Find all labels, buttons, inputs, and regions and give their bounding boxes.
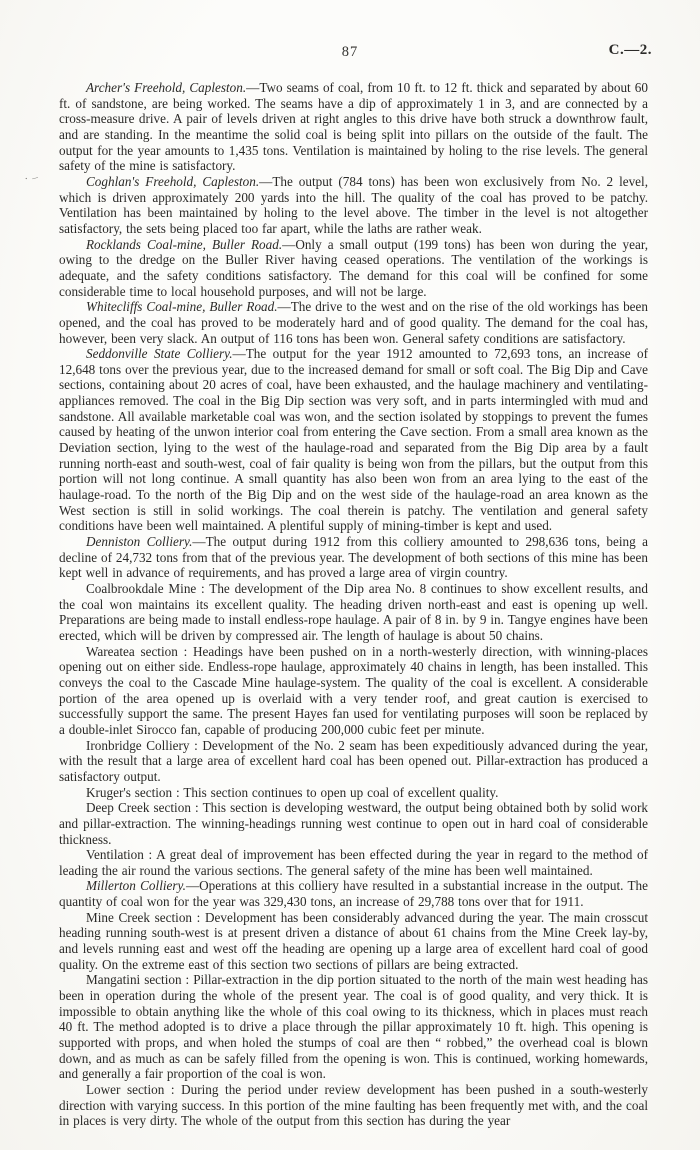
paragraph-text: The drive to the west and on the rise of the old workings has been opened, and the coal has proved to be moderately hard and of good quality. The demand for the coal has, however, been very slack. An output of 116 tons has been won. General safety conditions are satisfactory. bbox=[59, 299, 648, 346]
paragraph-text: The output during 1912 from this colliery amounted to 298,636 tons, being a decline of 24,732 tons from that of the previous year. The development of both sections of this mine has been kept well in advance of requirements, and has proved a large area of virgin country. bbox=[59, 534, 648, 581]
paragraph-text: Headings have been pushed on in a north-westerly direction, with winning-places opening out on either side. Endless-rope haulage, approximately 40 chains in length, has been installed. This conveys the coal to the Cascade Mine haulage-system. The quality of the coal is excellent. A considerable portion of the area opened up is overlaid with a very tender roof, and great caution is exercised to successfully support the same. The present Hayes fan used for ventilating purposes will soon be replaced by a double-inlet Sirocco fan, capable of producing 200,000 cubic feet per minute. bbox=[59, 643, 648, 737]
mine-heading: Coghlan's Freehold, Capleston. bbox=[86, 173, 260, 189]
paragraph-text: This section continues to open up coal of excellent quality. bbox=[183, 784, 499, 800]
section-heading: Ventilation : bbox=[86, 847, 153, 863]
paragraph-text: Pillar-extraction in the dip portion situated to the north of the main west heading has been in operation during the whole of the present year. The coal is of good quality, and very thick. It is impossible to obtain anything like the whole of this coal owing to its thickness, which in places must reach 40 ft. The method adopted is to drive a place through the pillar approximately 10 ft. high. This opening is supported with props, and when holed the stumps of coal are then “ robbed,” the overhead coal is blown down, and as much as can be safely filled from the opening is won. This is continued, working homewards, and generally a fair proportion of the coal is won. bbox=[59, 972, 648, 1082]
section-heading: Lower section : bbox=[86, 1082, 175, 1097]
mine-heading: Millerton Colliery. bbox=[86, 878, 186, 894]
paragraph: Millerton Colliery.—Operations at this colliery have resulted in a substantial increase in the output. The quantity of coal won for the year was 329,430 tons, an increase of 29,788 tons over that for 1911. bbox=[59, 878, 649, 910]
section-heading: Deep Creek section : bbox=[86, 800, 199, 816]
ink-speck: ·﹘ bbox=[23, 169, 43, 185]
page-body bbox=[59, 80, 648, 1129]
mine-heading: Denniston Colliery. bbox=[86, 534, 193, 550]
paragraph bbox=[59, 1082, 648, 1129]
section-heading: Ironbridge Colliery : bbox=[86, 737, 198, 753]
paragraph-text: Development of the No. 2 seam has been expeditiously advanced during the year, with the result that a large area of excellent hard coal has been opened out. Pillar-extraction has produced a satisfactory output. bbox=[59, 737, 648, 784]
section-heading: Mine Creek section : bbox=[86, 909, 201, 925]
paragraph-text: Two seams of coal, from 10 ft. to 12 ft. thick and separated by about 60 ft. of sandstone, are being worked. The seams have a dip of approximately 1 in 3, and are connected by a cross-measure drive. A pair of levels driven at right angles to this drive have both struck a downthrow fault, and are standing. In the meantime the solid coal is being split into pillars on the outside of the fault. The output for the year amounts to 1,435 tons. Ventilation is maintained by holing to the rise levels. The general safety of the mine is satisfactory. bbox=[59, 80, 648, 174]
paragraph-text: This section is developing westward, the output being obtained both by solid work and pillar-extraction. The winning-headings running west continue to open out in hard coal of considerable thickness. bbox=[59, 800, 648, 847]
paragraph-text: The output for the year 1912 amounted to 72,693 tons, an increase of 12,648 tons over the previous year, due to the increased demand for small or soft coal. The Big Dip and Cave sections, containing about 20 acres of coal, have been exhausted, and the haulage machinery and ventilating-appliances removed. The coal in the Big Dip section was very soft, and in parts intermingled with mud and sandstone. All available marketable coal was won, and the section isolated by stoppings to prevent the fumes caused by heating of the unwon interior coal from entering the Cave section. From a small area known as the Deviation section, lying to the west of the haulage-road and separated from the Big Dip area by a fault running north-east and south-west, coal of fair quality is being won from the pillars, but the output from this portion will not long continue. A small quantity has also been won from an area lying to the east of the haulage-road. To the north of the Big Dip and on the west side of the haulage-road an area known as the West section is still in solid workings. The coal therein is patchy. The ventilation and general safety conditions have been well maintained. A plentiful supply of mining-timber is kept and used. bbox=[59, 346, 648, 534]
paragraph bbox=[59, 847, 648, 878]
paragraph bbox=[59, 910, 648, 973]
paragraph-text: The development of the Dip area No. 8 continues to show excellent results, and the coal won maintains its excellent quality. The heading driven north-east and east is opening up well. Preparations are being made to install endless-rope haulage. A pair of 8 in. by 9 in. Tangye engines have been erected, which will be driven by compressed air. The length of haulage is about 50 chains. bbox=[59, 581, 648, 643]
paragraph: Denniston Colliery.—The output during 1912 from this colliery amounted to 298,636 tons, being a decline of 24,732 tons from that of the previous year. The development of both sections of this mine has been kept well in advance of requirements, and has proved a large area of virgin country. bbox=[59, 534, 648, 581]
paragraph-text: A great deal of improvement has been effected during the year in regard to the method of leading the air round the various sections. The general safety of the mine has been well maintained. bbox=[59, 847, 648, 878]
section-heading: Mangatini section : bbox=[86, 972, 190, 988]
paragraph bbox=[59, 785, 648, 801]
paragraph bbox=[59, 972, 648, 1082]
paragraph: Seddonville State Colliery.—The output for the year 1912 amounted to 72,693 tons, an increase of 12,648 tons over the previous year, due to the increased demand for small or soft coal. The Big Dip and Cave sections, containing about 20 acres of coal, have been exhausted, and the haulage machinery and ventilating-appliances removed. The coal in the Big Dip section was very soft, and in parts intermingled with mud and sandstone. All available marketable coal was won, and the section isolated by stoppings to prevent the fumes caused by heating of the unwon interior coal from entering the Cave section. From a small area known as the Deviation section, lying to the west of the haulage-road and separated from the Big Dip area by a fault running north-east and south-west, coal of fair quality is being won from the pillars, but the output from this portion will not long continue. A small quantity has also been won from an area lying to the east of the haulage-road. To the north of the Big Dip and on the west side of the haulage-road an area known as the West section is still in solid workings. The coal therein is patchy. The ventilation and general safety conditions have been well maintained. A plentiful supply of mining-timber is kept and used. bbox=[59, 346, 648, 534]
paragraph-text: During the period under review development has been pushed in a south-westerly direction with varying success. In this portion of the mine faulting has been frequently met with, and the coal in places is very dirty. The whole of the output from this section has during the year bbox=[59, 1082, 648, 1129]
mine-heading: Rocklands Coal-mine, Buller Road. bbox=[86, 236, 283, 252]
paragraph: Whitecliffs Coal-mine, Buller Road.—The drive to the west and on the rise of the old workings has been opened, and the coal has proved to be moderately hard and of good quality. The demand for the coal has, however, been very slack. An output of 116 tons has been won. General safety conditions are satisfactory. bbox=[59, 299, 648, 346]
mine-heading: Whitecliffs Coal-mine, Buller Road. bbox=[86, 299, 278, 315]
paragraph bbox=[59, 581, 648, 644]
page-number: 87 bbox=[341, 44, 359, 60]
section-heading: Wareatea section : bbox=[86, 643, 188, 659]
paragraph: Rocklands Coal-mine, Buller Road.—Only a small output (199 tons) has been won during the year, owing to the dredge on the Buller River having ceased operations. The ventilation of the workings is adequate, and the safety conditions satisfactory. The demand for this coal will be confined for some considerable time to local household purposes, and will not be large. bbox=[59, 236, 648, 299]
paragraph-text: The output (784 tons) has been won exclusively from No. 2 level, which is driven approximately 200 yards into the hill. The quality of the coal has proved to be patchy. Ventilation has been maintained by holing to the level above. The timber in the level is not altogether satisfactory, the sets being placed too far apart, while the laths are rather weak. bbox=[59, 173, 648, 236]
paragraph bbox=[59, 738, 648, 785]
paragraph-text: Only a small output (199 tons) has been won during the year, owing to the dredge on the Buller River having ceased operations. The ventilation of the workings is adequate, and the safety conditions satisfactory. The demand for this coal will be confined for some considerable time to local household purposes, and will not be large. bbox=[59, 236, 648, 299]
mine-heading: Archer's Freehold, Capleston. bbox=[86, 80, 247, 95]
paragraph: Archer's Freehold, Capleston.—Two seams of coal, from 10 ft. to 12 ft. thick and separated by about 60 ft. of sandstone, are being worked. The seams have a dip of approximately 1 in 3, and are connected by a cross-measure drive. A pair of levels driven at right angles to this drive have both struck a downthrow fault, and are standing. In the meantime the solid coal is being split into pillars on the outside of the fault. The output for the year amounts to 1,435 tons. Ventilation is maintained by holing to the rise levels. The general safety of the mine is satisfactory. bbox=[59, 80, 648, 174]
section-heading: Coalbrookdale Mine : bbox=[86, 581, 205, 596]
paragraph-text: Development has been considerably advanced during the year. The main crosscut heading running south-west is at present driven a distance of about 61 chains from the Mine Creek lay-by, and levels running east and west off the heading are opening up a large area of excellent hard coal of good quality. On the extreme east of this section two sections of pillars are being extracted. bbox=[59, 909, 648, 972]
mine-heading: Seddonville State Colliery. bbox=[86, 346, 233, 362]
paragraph: Coghlan's Freehold, Capleston.—The output (784 tons) has been won exclusively from No. 2 level, which is driven approximately 200 yards into the hill. The quality of the coal has proved to be patchy. Ventilation has been maintained by holing to the level above. The timber in the level is not altogether satisfactory, the sets being placed too far apart, while the laths are rather weak. bbox=[59, 173, 648, 236]
paragraph bbox=[59, 800, 648, 847]
section-heading: Kruger's section : bbox=[86, 784, 180, 800]
paragraph bbox=[59, 644, 648, 738]
document-code: C.—2. bbox=[608, 42, 652, 58]
paragraph-text: Operations at this colliery have resulted in a substantial increase in the output. The quantity of coal won for the year was 329,430 tons, an increase of 29,788 tons over that for 1911. bbox=[59, 878, 649, 910]
